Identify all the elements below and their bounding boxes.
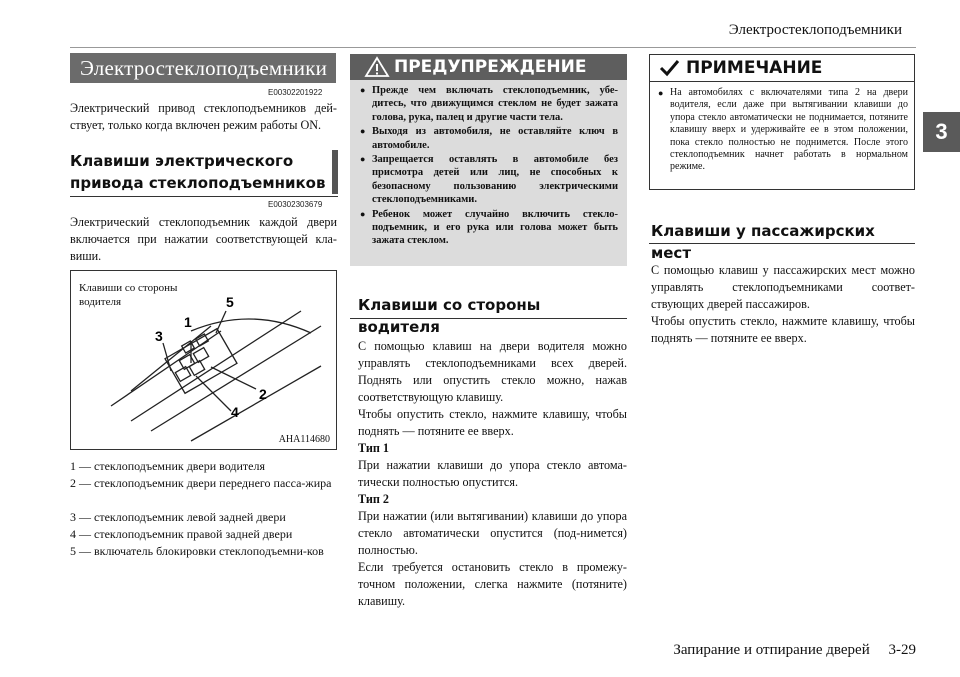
type2-label: Тип 2 bbox=[358, 492, 390, 506]
subhead-rule bbox=[649, 243, 915, 244]
callout-1: 1 bbox=[184, 314, 192, 330]
subhead-rule bbox=[350, 318, 627, 319]
subhead-passenger-keys: Клавиши у пассажирских мест bbox=[651, 222, 875, 262]
note-header bbox=[650, 55, 914, 82]
warning-title: ПРЕДУПРЕЖДЕНИЕ bbox=[394, 57, 587, 77]
figure-code: AHA114680 bbox=[278, 434, 330, 445]
subhead-rule bbox=[70, 196, 338, 197]
driver-p2: Чтобы опустить стекло, нажмите клавишу, чтобы поднять — потяните ее вверх. bbox=[358, 407, 627, 438]
note-list bbox=[658, 87, 908, 175]
type1-label: Тип 1 bbox=[358, 441, 390, 455]
driver-keys-text bbox=[358, 338, 627, 610]
chapter-tab: 3 bbox=[923, 112, 960, 152]
driver-p1: С помощью клавиш на двери водителя можно управлять стеклоподъемниками всех дверей. Поднять или опустить стекло можно, нажав соответствующую клавишу. bbox=[358, 339, 627, 404]
warning-triangle-icon bbox=[364, 56, 390, 78]
subhead-power-window-keys: Клавиши электрического привода стеклоподъемников bbox=[70, 152, 326, 192]
warning-list bbox=[360, 84, 618, 249]
note-box bbox=[649, 54, 915, 190]
section-code: E00302201922 bbox=[268, 88, 323, 97]
subhead-bar bbox=[332, 150, 338, 194]
subhead-driver-keys: Клавиши со стороны водителя bbox=[358, 296, 541, 336]
type1-text: При нажатии клавиши до упора стекло автома-тически полностью опустится. bbox=[358, 458, 627, 489]
callout-5: 5 bbox=[226, 294, 234, 310]
passenger-p1: С помощью клавиш у пассажирских мест можно управлять стеклоподъемниками соответ-ствующих дверей пассажиров. bbox=[651, 263, 915, 311]
note-item: ● На автомобилях с включателями типа 2 на двери водителя, если даже при вытягивании клавиши до упора стекло автоматически не поднимается, потяните клавишу вверх и удерживайте ее в этом положении, пока стекло полностью не поднимется. После этого стеклоподъемник начнет работать в нормальном режиме. bbox=[658, 87, 908, 174]
type2-text: При нажатии (или вытягивании) клавиши до упора стекло автоматически опустится (под-нимется) полностью. bbox=[358, 509, 627, 557]
warning-item: ● Прежде чем включать стеклоподъемник, убе-дитесь, что движущимся стеклом не будет зажата голова, рука, палец и другие части тела. bbox=[360, 84, 618, 124]
note-title: ПРИМЕЧАНИЕ bbox=[686, 58, 823, 78]
callout-2: 2 bbox=[259, 386, 267, 402]
subsection-code: E00302303679 bbox=[268, 200, 323, 209]
keys-paragraph: Электрический стеклоподъемник каждой двери включается при нажатии соответствующей кла-виши. bbox=[70, 215, 337, 263]
switch-figure bbox=[70, 270, 337, 450]
warning-item: ● Запрещается оставлять в автомобиле без присмотра детей или лиц, не способных к безопасному пользованию электрическими стеклоподъемниками. bbox=[360, 153, 618, 207]
passenger-p2: Чтобы опустить стекло, нажмите клавишу, чтобы поднять — потяните ее вверх. bbox=[651, 314, 915, 345]
section-title: Электростеклоподъемники bbox=[70, 53, 336, 83]
warning-item: ● Выходя из автомобиля, не оставляйте ключ в автомобиле. bbox=[360, 125, 618, 152]
warning-box bbox=[350, 54, 627, 266]
warning-item: ● Ребенок может случайно включить стекло-подъемник, и его рука или голова может быть зажата стеклом. bbox=[360, 208, 618, 248]
warning-header bbox=[350, 54, 627, 80]
checkmark-icon bbox=[658, 57, 680, 79]
header-rule bbox=[70, 47, 916, 48]
intro-paragraph: Электрический привод стеклоподъемников дей-ствует, только когда включен режим работы ON. bbox=[70, 101, 337, 132]
passenger-keys-text bbox=[651, 262, 915, 347]
callout-3: 3 bbox=[155, 328, 163, 344]
running-header: Электростеклоподъемники bbox=[728, 22, 902, 38]
driver-p3: Если требуется остановить стекло в промежу-точном положении, слегка нажмите (потяните) клавишу. bbox=[358, 560, 627, 608]
callout-4: 4 bbox=[231, 404, 239, 420]
figure-caption: Клавиши со стороны водителя bbox=[79, 282, 178, 308]
door-switch-illustration bbox=[71, 271, 336, 449]
page-footer: Запирание и отпирание дверей 3-29 bbox=[673, 642, 916, 658]
